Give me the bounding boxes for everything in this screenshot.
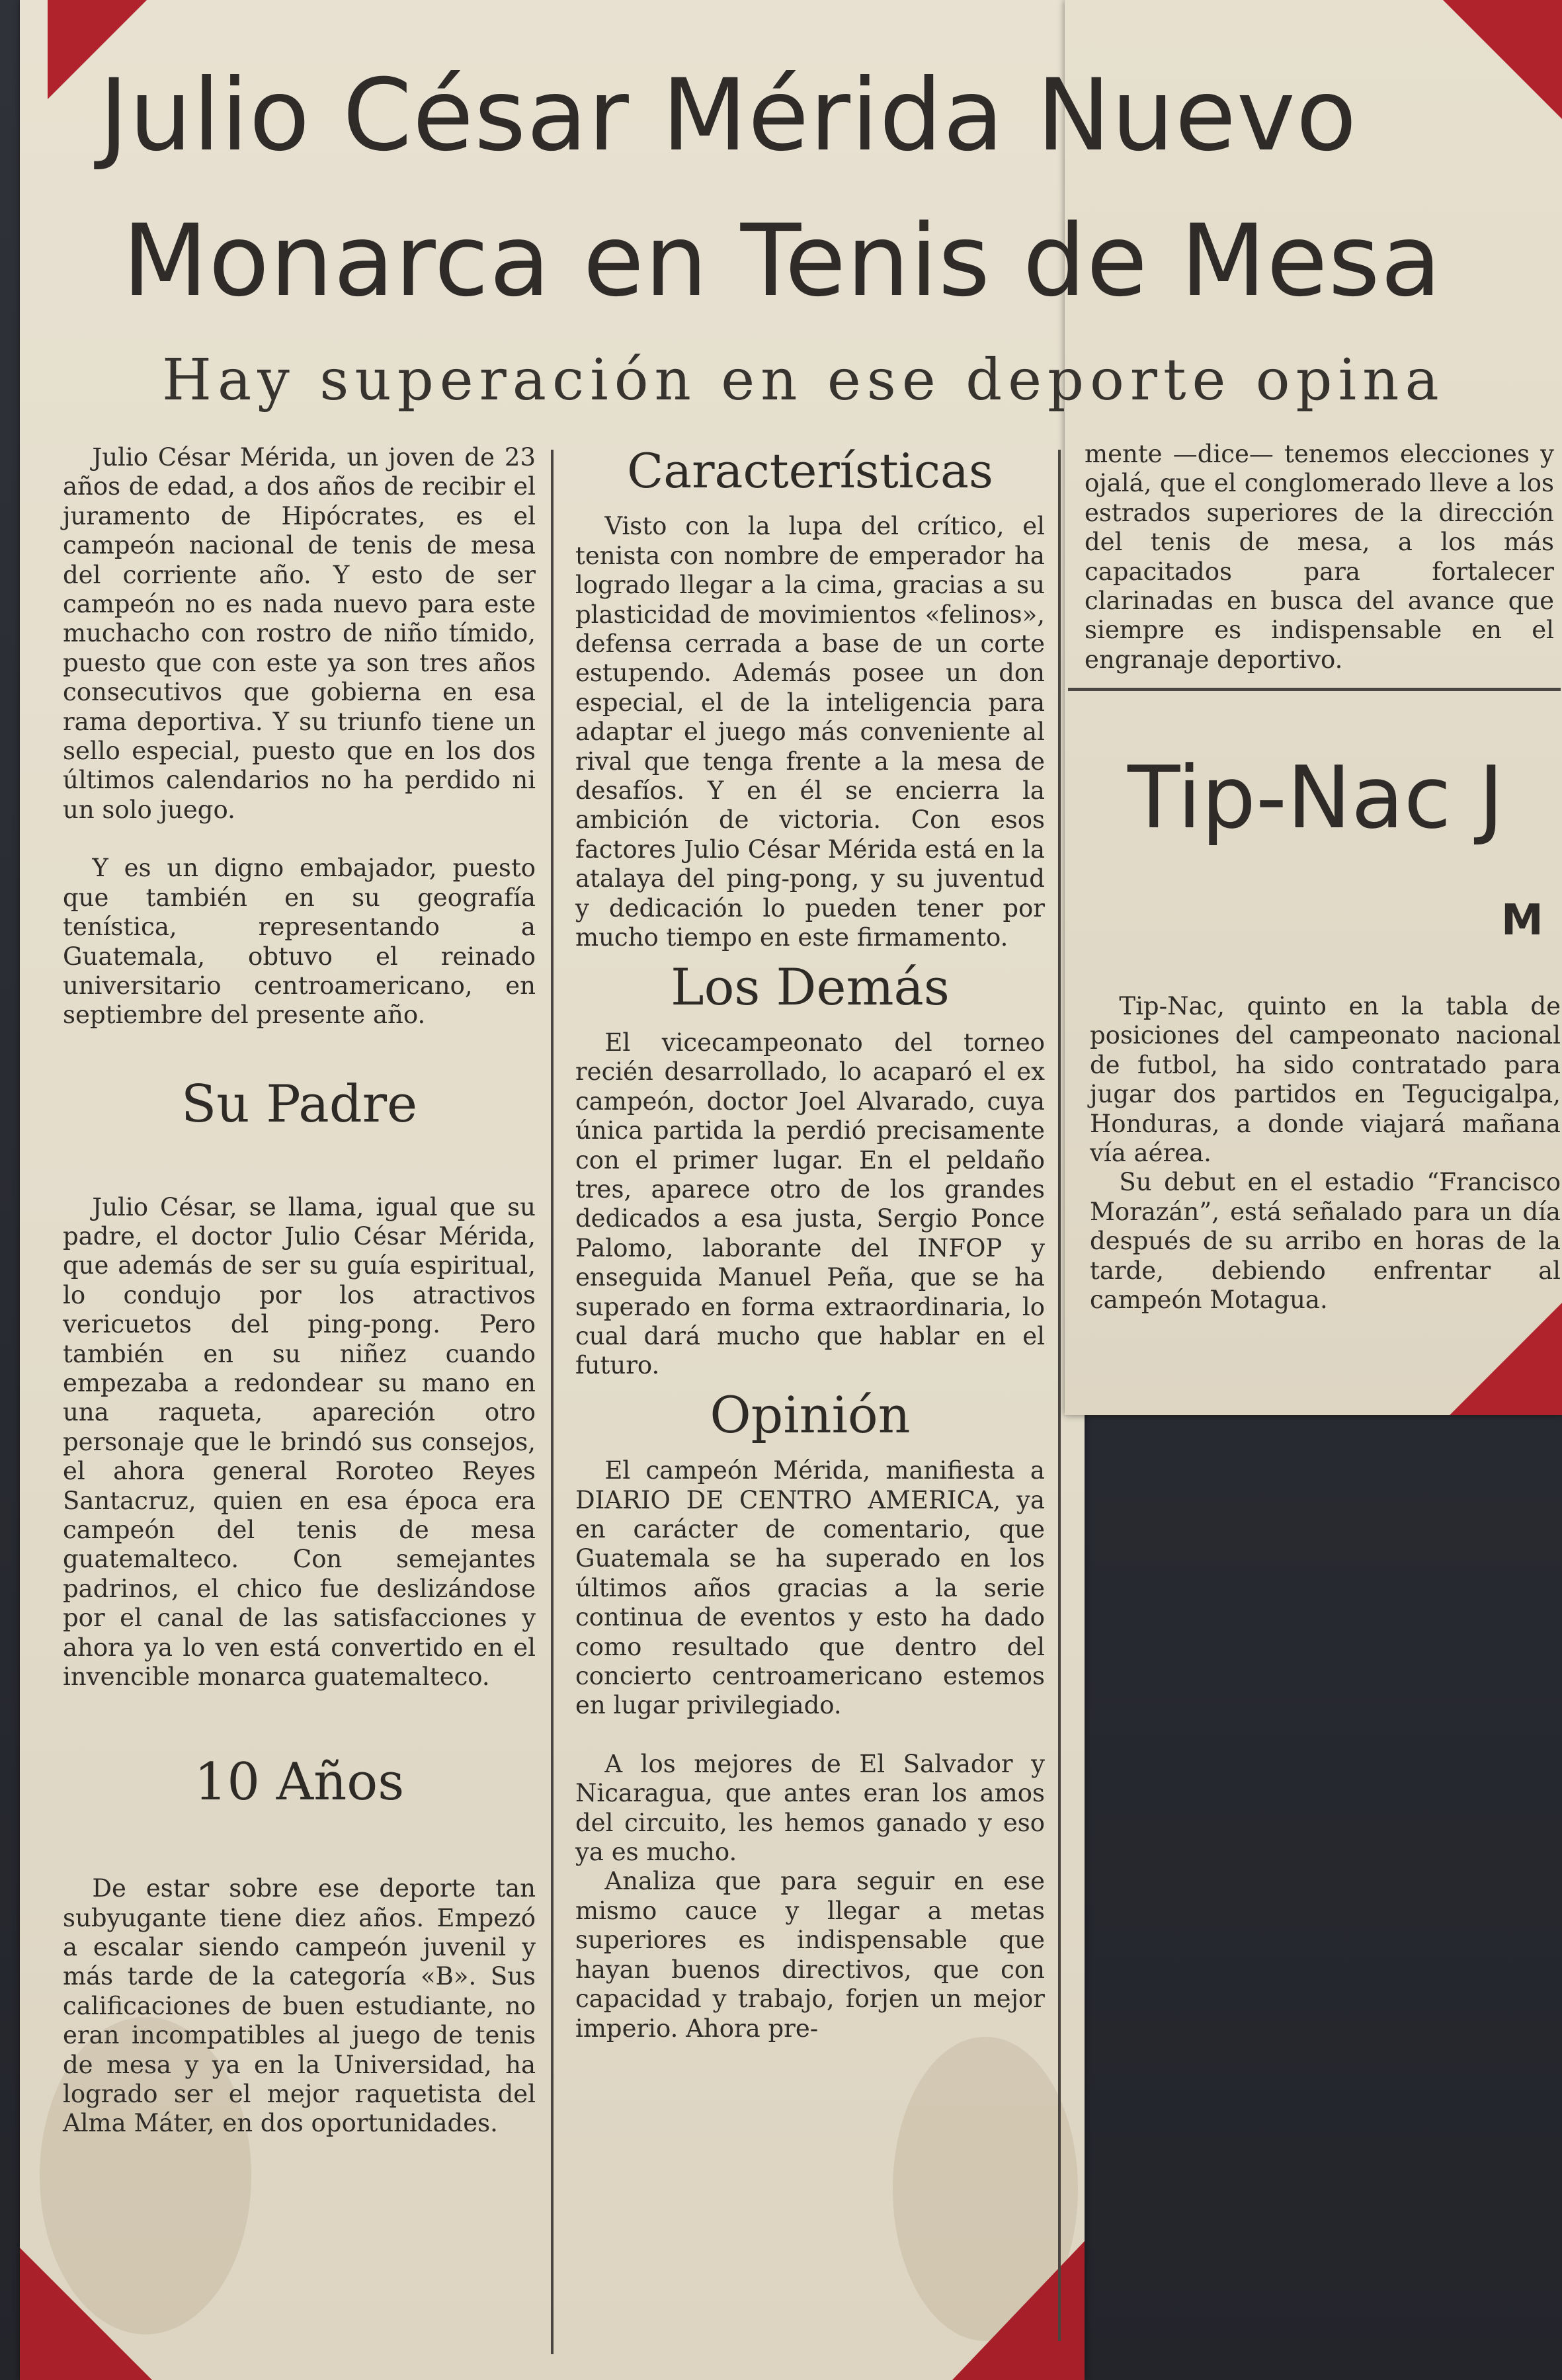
photo-corner-side-clip	[1450, 1303, 1562, 1415]
section-heading-su-padre: Su Padre	[181, 1074, 418, 1134]
paragraph: Y es un digno embajador, puesto que también en su geografía tenística, representando a Guatemala, obtuvo el reinado universitario centroamericano, en septiembre del presente año.	[63, 854, 536, 1030]
section-heading-opinion: Opinión	[710, 1385, 911, 1444]
paragraph: El vicecampeonato del torneo recién desarrollado, lo acaparó el ex campeón, doctor Joel Alvarado, cuya única partida la perdió precisamente con el primer lugar. En el peldaño tres, aparece otro de los grandes dedicados a esa justa, Sergio Ponce Palomo, laborante del INFOP y enseguida Manuel Peña, que se ha superado en forma extraordinaria, lo cual dará mucho que hablar en el futuro.	[575, 1028, 1045, 1380]
photo-corner-bottom-right	[952, 2241, 1085, 2380]
section-heading-caracteristicas: Características	[627, 443, 993, 499]
article-column-1	[63, 443, 536, 2139]
paragraph: El campeón Mérida, manifiesta a DIARIO DE CENTRO AMERICA, ya en carácter de comentario, que Guatemala se ha superado en los últimos años gracias a la serie continua de eventos y esto ha dado como resultado que dentro del concierto centroamericano estemos en lugar privilegiado.	[575, 1456, 1045, 1720]
subheadline: Hay superación en ese deporte opina	[162, 347, 1445, 413]
paragraph: De estar sobre ese deporte tan subyugante tiene diez años. Empezó a escalar siendo campeón juvenil y más tarde de la categoría «B». Sus calificaciones de buen estudiante, no eran incompatibles al juego de tenis de mesa y ya en la Universidad, ha logrado ser el mejor raquetista del Alma Máter, en dos oportunidades.	[63, 1874, 536, 2138]
tipnac-subheadline: M	[1501, 896, 1543, 945]
section-heading-10-anos: 10 Años	[194, 1752, 405, 1813]
headline-line-2: Monarca en Tenis de Mesa	[122, 204, 1442, 319]
paragraph: A los mejores de El Salvador y Nicaragua, que antes eran los amos del circuito, les hemos ganado y eso ya es mucho.	[575, 1749, 1045, 1867]
paragraph: Julio César Mérida, un joven de 23 años de edad, a dos años de recibir el juramento de Hipócrates, es el campeón nacional de tenis de mesa del corriente año. Y esto de ser campeón no es nada nuevo para este muchacho con rostro de niño tímido, puesto que con este ya son tres años consecutivos que gobierna en esa rama deportiva. Y su triunfo tiene un sello especial, puesto que en los dos últimos calendarios no ha perdido ni un solo juego.	[63, 443, 536, 824]
photo-corner-bottom-left	[20, 2248, 152, 2380]
column-divider	[1058, 450, 1061, 2341]
section-heading-los-demas: Los Demás	[671, 957, 950, 1016]
tipnac-article	[1090, 992, 1561, 1315]
paragraph: Tip-Nac, quinto en la tabla de posiciones del campeonato nacional de futbol, ha sido contratado para jugar dos partidos en Tegucigalpa, Honduras, a donde viajará mañana vía aérea.	[1090, 992, 1561, 1168]
paragraph: Visto con la lupa del crítico, el tenista con nombre de emperador ha logrado llegar a la cima, gracias a su plasticidad de movimientos «felinos», defensa cerrada a base de un corte estupendo. Además posee un don especial, el de la inteligencia para adaptar el juego más conveniente al rival que tenga frente a la mesa de desafíos. Y en él se encierra la ambición de victoria. Con esos factores Julio César Mérida está en la atalaya del ping-pong, y su juventud y dedicación lo pueden tener por mucho tiempo en este firmamento.	[575, 512, 1045, 952]
headline-line-1: Julio César Mérida Nuevo	[99, 58, 1358, 173]
paragraph: mente —dice— tenemos elecciones y ojalá, que el conglomerado lleve a los estrados superiores de la dirección del tenis de mesa, a los más capacitados para fortalecer clarinadas en busca del avance que siempre es indispensable en el engranaje deportivo.	[1085, 440, 1554, 674]
tipnac-headline: Tip-Nac J	[1128, 747, 1504, 848]
paragraph: Analiza que para seguir en ese mismo cauce y llegar a metas superiores es indispensable que hayan buenos directivos, que con capacidad y trabajo, forjen un mejor imperio. Ahora pre-	[575, 1867, 1045, 2043]
article-column-2	[575, 443, 1045, 2043]
paragraph: Su debut en el estadio “Francisco Morazán”, está señalado para un día después de su arribo en horas de la tarde, debiendo enfrentar al campeón Motagua.	[1090, 1168, 1561, 1315]
column-divider	[551, 450, 554, 2354]
paragraph: Julio César, se llama, igual que su padre, el doctor Julio César Mérida, que además de ser su guía espiritual, lo condujo por los atractivos vericuetos del ping-pong. Pero también en su niñez cuando empezaba a redondear su mano en una raqueta, apareción otro personaje que le brindó sus consejos, el ahora general Roroteo Reyes Santacruz, quien en esa época era campeón del tenis de mesa guatemalteco. Con semejantes padrinos, el chico fue deslizándose por el canal de las satisfacciones y ahora ya lo ven está convertido en el invencible monarca guatemalteco.	[63, 1192, 536, 1692]
section-divider	[1068, 688, 1561, 691]
article-column-3	[1085, 440, 1554, 675]
